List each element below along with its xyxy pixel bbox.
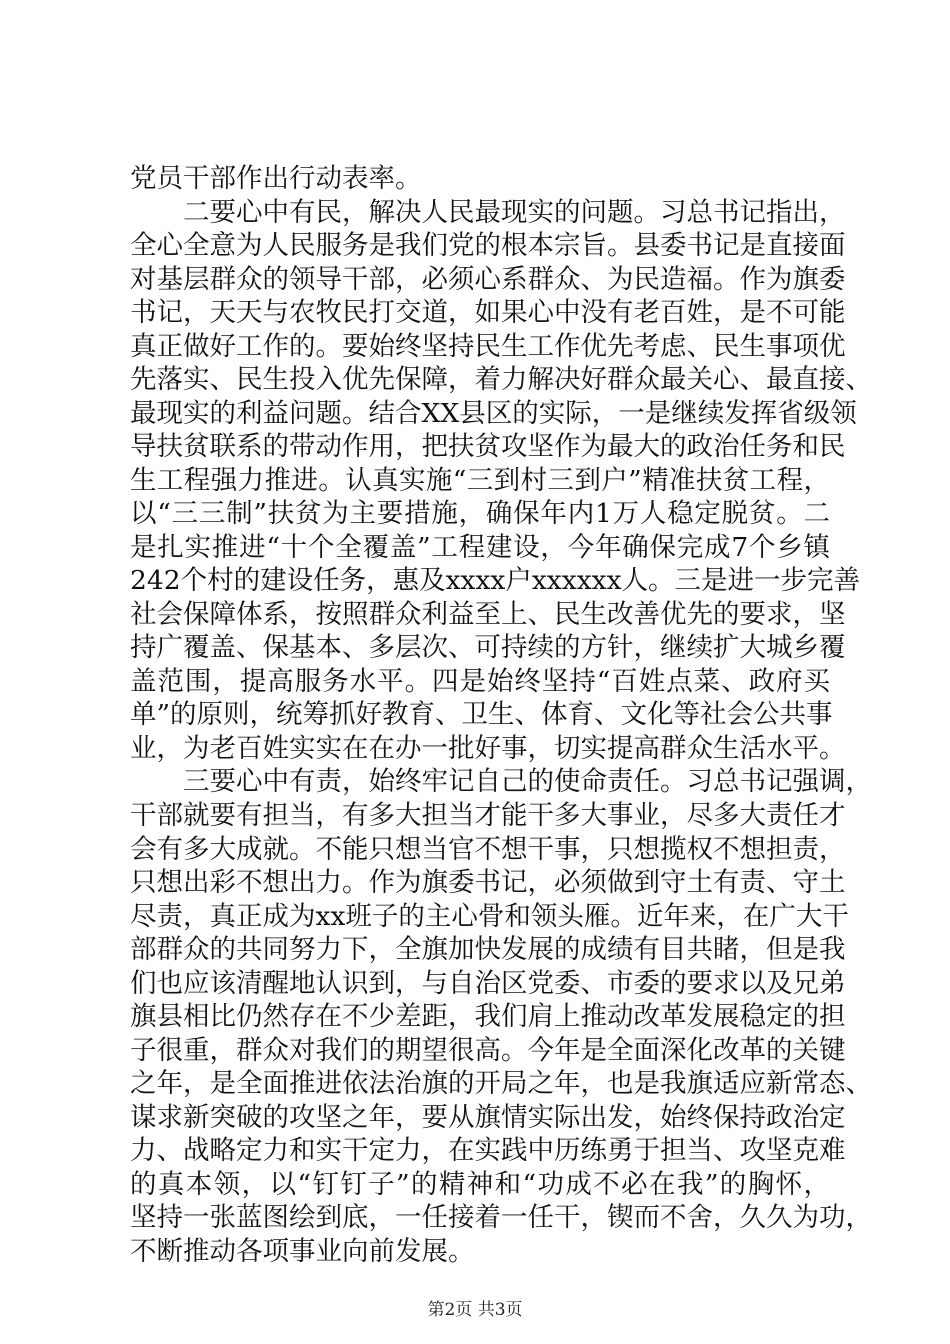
text-line: 旗县相比仍然存在不少差距，我们肩上推动改革发展稳定的担 bbox=[130, 1001, 846, 1032]
text-line: 会有多大成就。不能只想当官不想干事，只想揽权不想担责， bbox=[130, 834, 846, 865]
text-line: 生工程强力推进。认真实施“三到村三到户”精准扶贫工程， bbox=[130, 465, 830, 496]
text-line: 们也应该清醒地认识到，与自治区党委、市委的要求以及兄弟 bbox=[130, 968, 846, 999]
text-line: 242个村的建设任务，惠及xxxx户xxxxxx人。三是进一步完善 bbox=[130, 565, 861, 596]
text-line: 子很重，群众对我们的期望很高。今年是全面深化改革的关键 bbox=[130, 1035, 846, 1066]
text-line: 导扶贫联系的带动作用，把扶贫攻坚作为最大的政治任务和民 bbox=[130, 431, 846, 462]
text-line: 书记，天天与农牧民打交道，如果心中没有老百姓，是不可能 bbox=[130, 297, 846, 328]
text-line: 不断推动各项事业向前发展。 bbox=[130, 1236, 475, 1267]
text-line: 单”的原则，统筹抓好教育、卫生、体育、文化等社会公共事 bbox=[130, 699, 833, 730]
text-line: 盖范围，提高服务水平。四是始终坚持“百姓点菜、政府买 bbox=[130, 666, 830, 697]
page-indicator: 第2页 共3页 bbox=[427, 1300, 523, 1320]
text-line: 社会保障体系，按照群众利益至上、民生改善优先的要求，坚 bbox=[130, 599, 846, 630]
paragraph-start-line: 二要心中有民，解决人民最现实的问题。习总书记指出， bbox=[183, 197, 846, 228]
text-line: 真正做好工作的。要始终坚持民生工作优先考虑、民生事项优 bbox=[130, 331, 846, 362]
text-line: 全心全意为人民服务是我们党的根本宗旨。县委书记是直接面 bbox=[130, 230, 846, 261]
text-line: 先落实、民生投入优先保障，着力解决好群众最关心、最直接、 bbox=[130, 364, 872, 395]
text-line: 的真本领，以“钉钉子”的精神和“功成不必在我”的胸怀， bbox=[130, 1169, 830, 1200]
text-line: 持广覆盖、保基本、多层次、可持续的方针，继续扩大城乡覆 bbox=[130, 632, 846, 663]
text-line: 以“三三制”扶贫为主要措施，确保年内1万人稳定脱贫。二 bbox=[130, 498, 830, 529]
text-line: 是扎实推进“十个全覆盖”工程建设，今年确保完成7个乡镇 bbox=[130, 532, 830, 563]
text-line: 之年，是全面推进依法治旗的开局之年，也是我旗适应新常态、 bbox=[130, 1068, 872, 1099]
paragraph-start-line: 三要心中有责，始终牢记自己的使命责任。习总书记强调， bbox=[183, 766, 872, 797]
text-line: 干部就要有担当，有多大担当才能干多大事业，尽多大责任才 bbox=[130, 800, 846, 831]
text-line: 谋求新突破的攻坚之年，要从旗情实际出发，始终保持政治定 bbox=[130, 1102, 846, 1133]
text-line: 力、战略定力和实干定力，在实践中历练勇于担当、攻坚克难 bbox=[130, 1135, 846, 1166]
text-line: 对基层群众的领导干部，必须心系群众、为民造福。作为旗委 bbox=[130, 264, 846, 295]
text-line: 尽责，真正成为xx班子的主心骨和领头雁。近年来，在广大干 bbox=[130, 901, 849, 932]
text-line: 业，为老百姓实实在在办一批好事，切实提高群众生活水平。 bbox=[130, 733, 846, 764]
text-line: 最现实的利益问题。结合XX县区的实际，一是继续发挥省级领 bbox=[130, 398, 857, 429]
text-line: 只想出彩不想出力。作为旗委书记，必须做到守土有责、守土 bbox=[130, 867, 846, 898]
text-line: 党员干部作出行动表率。 bbox=[130, 163, 422, 194]
text-line: 部群众的共同努力下，全旗加快发展的成绩有目共睹，但是我 bbox=[130, 934, 846, 965]
text-line: 坚持一张蓝图绘到底，一任接着一任干，锲而不舍，久久为功， bbox=[130, 1202, 872, 1233]
